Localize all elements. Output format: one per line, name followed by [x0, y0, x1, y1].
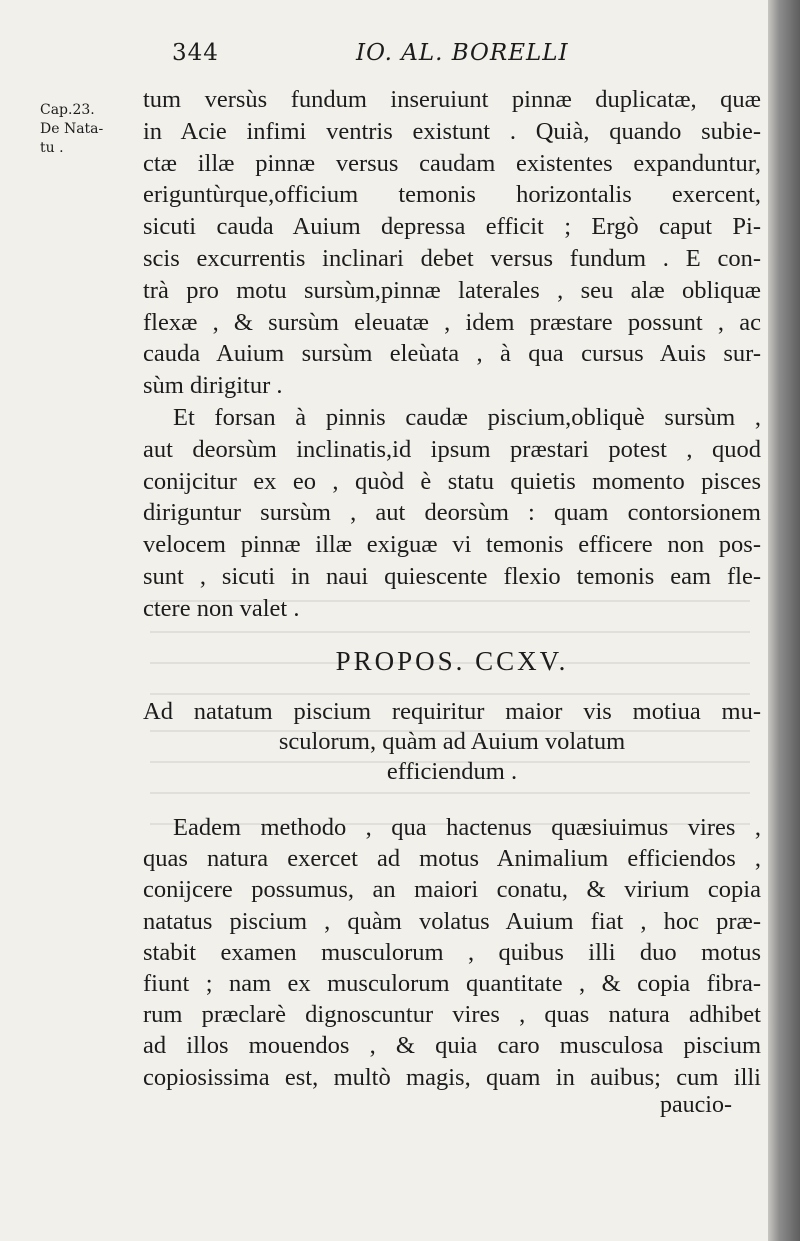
text-line: velocem pinnæ illæ exiguæ vi temonis efficere non pos- [143, 531, 761, 559]
text-line: natatus piscium , quàm volatus Auium fiat , hoc præ- [143, 907, 761, 935]
text-line: eriguntùrque,officium temonis horizontalis exercent, [143, 181, 761, 209]
text-line: copiosissima est, multò magis, quam in auibus; cum illi [143, 1063, 761, 1091]
text-line: Eadem methodo , qua hactenus quæsiuimus vires , [173, 814, 761, 841]
text-line: flexæ , & sursùm eleuatæ , idem præstare possunt , ac [143, 308, 761, 336]
proposition-statement [143, 697, 761, 787]
page-header [172, 40, 692, 74]
text-line: cauda Auium sursùm eleùata , à qua cursus Auis sur- [143, 340, 761, 368]
text-line: fiunt ; nam ex musculorum quantitate , & copia fibra- [143, 970, 761, 998]
margin-note-line: tu . [40, 140, 64, 156]
text-line: quas natura exercet ad motus Animalium efficiendos , [143, 845, 761, 873]
text-line: sunt , sicuti in naui quiescente flexio temonis eam fle- [143, 562, 761, 590]
text-line: efficiendum . [386, 758, 518, 785]
text-line: conijcere possumus, an maiori conatu, & virium copia [143, 876, 761, 904]
text-line: rum præclarè dignoscuntur vires , quas natura adhibet [143, 1001, 761, 1029]
text-line: diriguntur sursùm , aut deorsùm : quam contorsionem [143, 499, 761, 527]
text-line: scis excurrentis inclinari debet versus fundum . E con- [143, 244, 761, 272]
text-line: trà pro motu sursùm,pinnæ laterales , seu alæ obliquæ [143, 276, 761, 304]
text-line: aut deorsùm inclinatis,id ipsum præstari potest , quod [143, 435, 761, 463]
page-number: 344 [172, 40, 219, 66]
text-line: conijcitur ex eo , quòd è statu quietis momento pisces [143, 467, 761, 495]
paragraph [143, 84, 761, 402]
catchword: paucio- [660, 1092, 732, 1118]
text-line: Ad natatum piscium requiritur maior vis motiua mu- [143, 698, 761, 725]
body-text-top [143, 84, 761, 625]
paragraph [143, 402, 761, 625]
text-line: tum versùs fundum inseruiunt pinnæ duplicatæ, quæ [143, 86, 761, 113]
text-line: ctere non valet . [143, 594, 300, 622]
text-line: sùm dirigitur . [143, 372, 283, 400]
proposition-heading: PROPOS. CCXV. [335, 646, 569, 676]
text-line: stabit examen musculorum , quibus illi duo motus [143, 938, 761, 966]
running-head: IO. AL. BORELLI [356, 40, 569, 66]
text-line: ad illos mouendos , & quia caro musculosa piscium [143, 1032, 761, 1060]
margin-note-line: De Nata- [40, 121, 104, 137]
text-line: sicuti cauda Auium depressa efficit ; Ergò caput Pi- [143, 213, 761, 241]
text-line: sculorum, quàm ad Auium volatum [278, 728, 626, 755]
text-line: in Acie infimi ventris existunt . Quià, quando subie- [143, 117, 761, 145]
margin-note [40, 101, 130, 158]
book-gutter-edge [768, 0, 800, 1241]
text-line: ctæ illæ pinnæ versus caudam existentes expanduntur, [143, 149, 761, 177]
margin-note-line: Cap.23. [40, 102, 95, 118]
body-text-bottom [143, 812, 761, 1093]
text-line: Et forsan à pinnis caudæ piscium,obliquè sursùm , [173, 403, 761, 431]
